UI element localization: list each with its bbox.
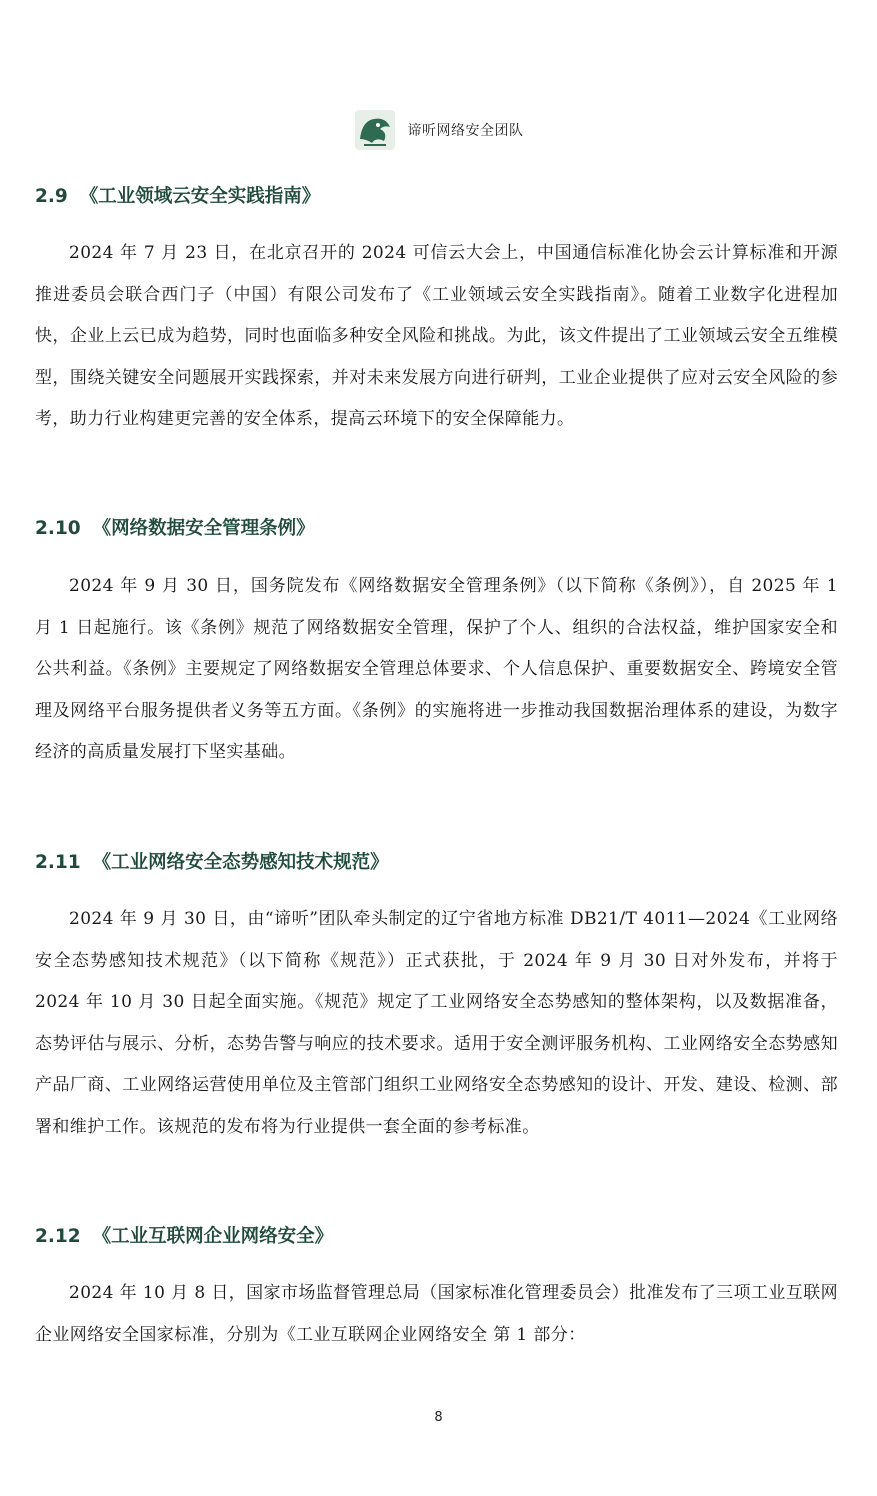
section-number: 2.10 xyxy=(35,518,81,539)
section-paragraph: 2024 年 9 月 30 日，国务院发布《网络数据安全管理条例》（以下简称《条例》），自 2025 年 1 月 1 日起施行。该《条例》规范了网络数据安全管理，保护了个人、组织的合法权益，维护国家安全和公共利益。《条例》主要规定了网络数据安全管理总体要求、个人信息保护、重要数据安全、跨境安全管理及网络平台服务提供者义务等五方面。《条例》的实施将进一步推动我国数据治理体系的建设，为数字经济的高质量发展打下坚实基础。 xyxy=(35,576,838,762)
section-number: 2.12 xyxy=(35,1226,81,1247)
section-heading-2-10 xyxy=(35,516,845,542)
section-number: 2.9 xyxy=(35,186,68,207)
section-title-text: 《工业互联网企业网络安全》 xyxy=(92,1226,334,1247)
section-title-text: 《网络数据安全管理条例》 xyxy=(92,518,315,539)
section-heading-2-12 xyxy=(35,1224,845,1250)
page-number: 8 xyxy=(434,1410,443,1425)
section-title-text: 《工业领域云安全实践指南》 xyxy=(79,186,321,207)
section-heading-2-9 xyxy=(35,184,845,210)
section-number: 2.11 xyxy=(35,852,81,873)
section-paragraph: 2024 年 10 月 8 日，国家市场监督管理总局（国家标准化管理委员会）批准发布了三项工业互联网企业网络安全国家标准，分别为《工业互联网企业网络安全 第 1 部分： xyxy=(35,1283,838,1345)
section-paragraph: 2024 年 9 月 30 日，由“谛听”团队牵头制定的辽宁省地方标准 DB21/T 4011—2024《工业网络安全态势感知技术规范》（以下简称《规范》）正式获批，于 2024 年 9 月 30 日对外发布，并将于 2024 年 10 月 30 日起全面实施。《规范》规定了工业网络安全态势感知的整体架构，以及数据准备，态势评估与展示、分析，态势告警与响应的技术要求。适用于安全测评服务机构、工业网络安全态势感知产品厂商、工业网络运营使用单位及主管部门组织工业网络安全态势感知的设计、开发、建设、检测、部署和维护工作。该规范的发布将为行业提供一套全面的参考标准。 xyxy=(35,909,838,1137)
page-header xyxy=(0,108,877,152)
team-name: 谛听网络安全团队 xyxy=(407,123,524,139)
section-title-text: 《工业网络安全态势感知技术规范》 xyxy=(92,852,389,873)
team-logo-icon xyxy=(354,109,396,151)
section-heading-2-11 xyxy=(35,850,845,876)
section-paragraph: 2024 年 7 月 23 日，在北京召开的 2024 可信云大会上，中国通信标准化协会云计算标准和开源推进委员会联合西门子（中国）有限公司发布了《工业领域云安全实践指南》。随着工业数字化进程加快，企业上云已成为趋势，同时也面临多种安全风险和挑战。为此，该文件提出了工业领域云安全五维模型，围绕关键安全问题展开实践探索，并对未来发展方向进行研判，工业企业提供了应对云安全风险的参考，助力行业构建更完善的安全体系，提高云环境下的安全保障能力。 xyxy=(35,243,838,429)
